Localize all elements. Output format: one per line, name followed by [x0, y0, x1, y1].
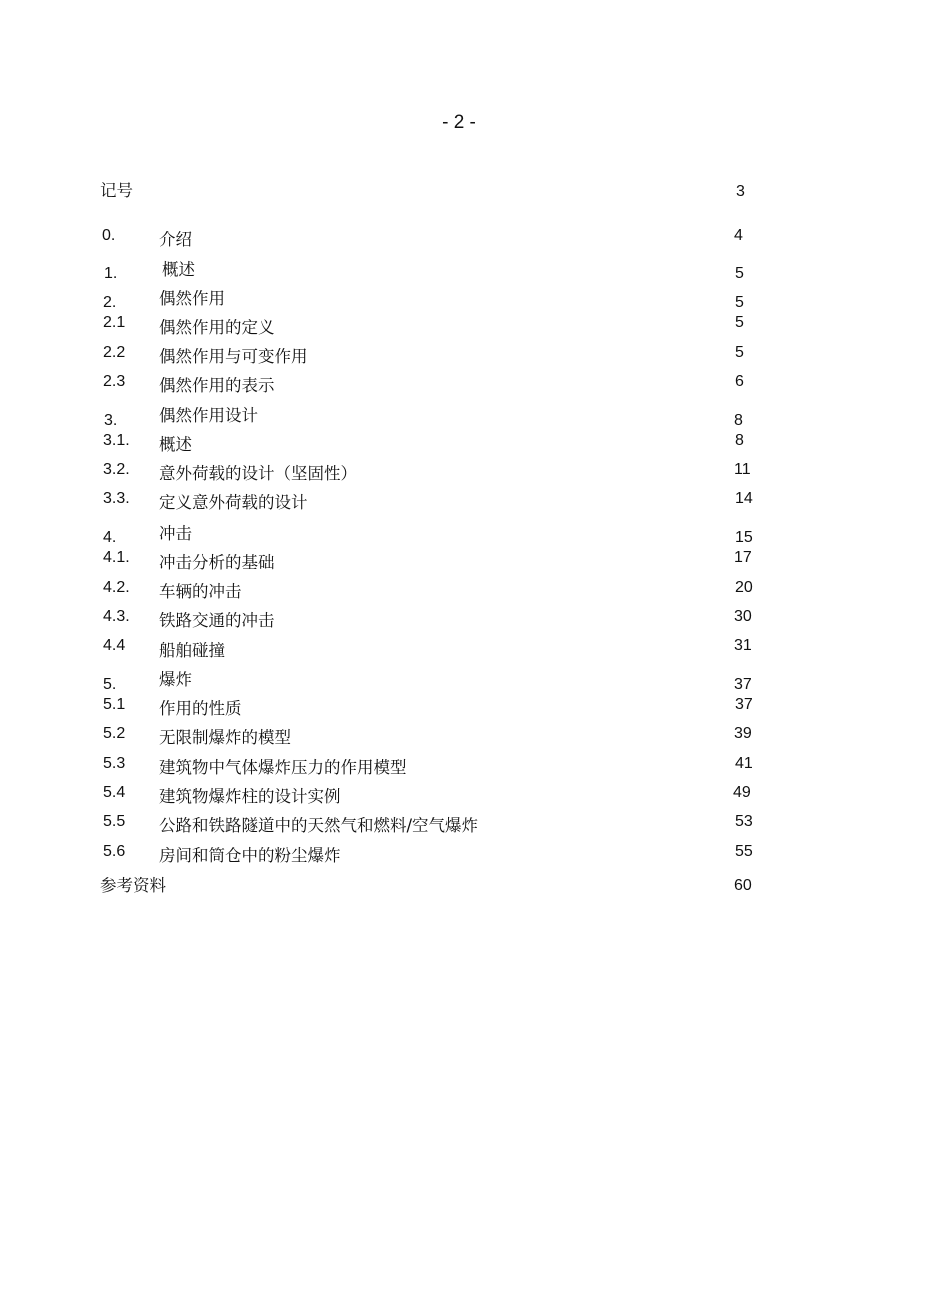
toc-entry-title: 冲击: [159, 524, 192, 543]
toc-entry-title: 介绍: [159, 230, 192, 249]
toc-entry-number: 4.4: [103, 637, 126, 654]
toc-entry-page: 6: [735, 373, 744, 390]
toc-entry-number: 1.: [104, 265, 118, 282]
toc-entry-title: 偶然作用设计: [159, 406, 258, 425]
toc-entry-title: 作用的性质: [159, 699, 242, 718]
toc-entry-number: 5.4: [103, 784, 126, 801]
toc-entry-number: 5.5: [103, 813, 126, 830]
toc-entry-title: 建筑物中气体爆炸压力的作用模型: [159, 758, 407, 777]
toc-entry-page: 20: [735, 579, 753, 596]
toc-entry-title: 概述: [159, 435, 192, 454]
toc-entry-title: 记号: [100, 181, 133, 200]
toc-entry-title: 车辆的冲击: [159, 582, 242, 601]
toc-entry-page: 39: [734, 725, 752, 742]
toc-entry-number: 3.: [104, 412, 118, 429]
toc-entry-page: 4: [734, 227, 743, 244]
toc-entry-title: 偶然作用与可变作用: [159, 347, 308, 366]
toc-entry-page: 41: [735, 755, 753, 772]
toc-entry-page: 37: [734, 676, 752, 693]
toc-entry-number: 4.2.: [103, 579, 130, 596]
toc-entry-title: 定义意外荷载的设计: [159, 493, 308, 512]
toc-entry-page: 5: [735, 344, 744, 361]
toc-entry-page: 11: [734, 461, 751, 478]
toc-entry-title: 偶然作用的定义: [159, 318, 275, 337]
toc-entry-title: 无限制爆炸的模型: [159, 728, 291, 747]
toc-entry-title: 意外荷载的设计（坚固性）: [159, 464, 357, 483]
toc-entry-title: 爆炸: [159, 670, 192, 689]
toc-entry-page: 15: [735, 529, 753, 546]
toc-entry-page: 30: [734, 608, 752, 625]
toc-entry-page: 8: [735, 432, 744, 449]
toc-entry-title: 船舶碰撞: [159, 641, 225, 660]
toc-entry-page: 55: [735, 843, 753, 860]
toc-entry-number: 3.2.: [103, 461, 130, 478]
toc-entry-number: 2.: [103, 294, 117, 311]
toc-entry-title: 参考资料: [100, 876, 166, 895]
toc-entry-page: 60: [734, 877, 752, 894]
toc-entry-title: 房间和筒仓中的粉尘爆炸: [159, 846, 341, 865]
toc-entry-title: 偶然作用的表示: [159, 376, 275, 395]
toc-entry-page: 5: [735, 265, 744, 282]
toc-entry-page: 8: [734, 412, 743, 429]
toc-entry-number: 3.1.: [103, 432, 130, 449]
toc-entry-number: 2.1: [103, 314, 126, 331]
toc-entry-number: 4.: [103, 529, 117, 546]
toc-entry-page: 17: [734, 549, 752, 566]
toc-entry-number: 5.2: [103, 725, 126, 742]
toc-entry-page: 37: [735, 696, 753, 713]
toc-entry-number: 5.1: [103, 696, 126, 713]
toc-entry-number: 2.2: [103, 344, 126, 361]
toc-entry-title: 公路和铁路隧道中的天然气和燃料/空气爆炸: [159, 816, 479, 835]
toc-entry-title: 建筑物爆炸柱的设计实例: [159, 787, 341, 806]
toc-entry-page: 5: [735, 294, 744, 311]
page-number: - 2 -: [442, 112, 476, 133]
toc-entry-title: 铁路交通的冲击: [159, 611, 275, 630]
toc-entry-number: 5.: [103, 676, 117, 693]
toc-entry-page: 31: [734, 637, 752, 654]
toc-entry-number: 5.3: [103, 755, 126, 772]
toc-entry-title: 概述: [162, 260, 195, 279]
toc-entry-title: 偶然作用: [159, 289, 225, 308]
toc-entry-number: 0.: [102, 227, 116, 244]
toc-entry-page: 3: [736, 183, 745, 200]
toc-entry-page: 53: [735, 813, 753, 830]
toc-entry-page: 5: [735, 314, 744, 331]
toc-entry-number: 4.1.: [103, 549, 130, 566]
toc-entry-number: 2.3: [103, 373, 126, 390]
toc-entry-title: 冲击分析的基础: [159, 553, 275, 572]
toc-entry-number: 3.3.: [103, 490, 130, 507]
toc-entry-page: 14: [735, 490, 753, 507]
toc-entry-number: 4.3.: [103, 608, 130, 625]
toc-entry-number: 5.6: [103, 843, 126, 860]
toc-entry-page: 49: [733, 784, 751, 801]
